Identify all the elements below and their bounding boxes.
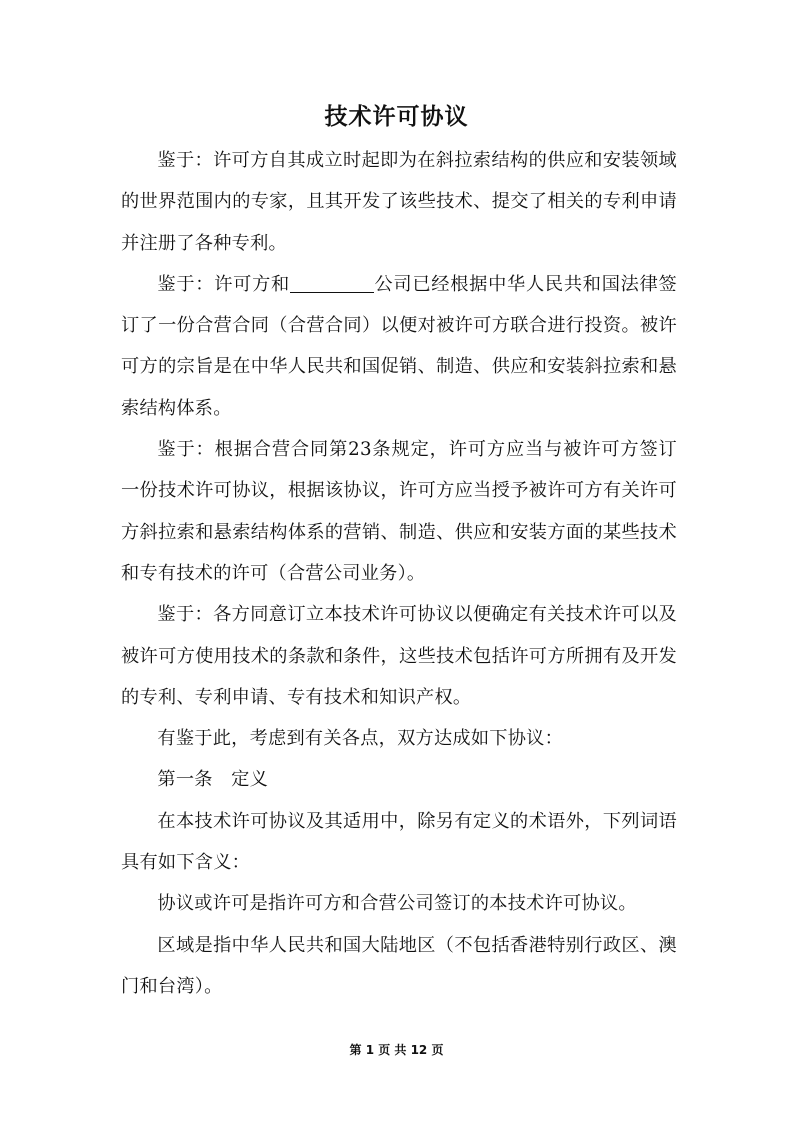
party-name-blank — [290, 274, 374, 293]
document-title: 技术许可协议 — [324, 103, 469, 130]
recital-2-rest: 公司已经根据中华人民共和国法律签订了一份合营合同（合营合同）以便对被许可方联合进行投资。被许可方的宗旨是在中华人民共和国促销、制造、供应和安装斜拉索和悬索结构体系。 — [121, 273, 677, 419]
paragraph-definition-territory: 区域是指中华人民共和国大陆地区（不包括香港特别行政区、澳门和台湾）。 — [121, 934, 677, 997]
paragraph-recital-2 — [121, 264, 677, 429]
paragraph-definition-agreement: 协议或许可是指许可方和合营公司签订的本技术许可协议。 — [157, 893, 637, 915]
paragraph-recital-1: 鉴于：许可方自其成立时起即为在斜拉索结构的供应和安装领域的世界范围内的专家，且其开发了该些技术、提交了相关的专利申请并注册了各种专利。 — [121, 150, 677, 254]
page-number-footer: 第 1 页 共 12 页 — [349, 1043, 444, 1057]
paragraph-recital-3: 鉴于：根据合营合同第23条规定，许可方应当与被许可方签订一份技术许可协议，根据该协议，许可方应当授予被许可方有关许可方斜拉索和悬索结构体系的营销、制造、供应和安装方面的某些技术和专有技术的许可（合营公司业务）。 — [121, 439, 677, 584]
paragraph-agreement-intro: 有鉴于此，考虑到有关各点，双方达成如下协议： — [157, 728, 564, 750]
article-heading: 第一条 定义 — [157, 769, 269, 791]
paragraph-recital-4: 鉴于：各方同意订立本技术许可协议以便确定有关技术许可以及被许可方使用技术的条款和条件，这些技术包括许可方所拥有及开发的专利、专利申请、专有技术和知识产权。 — [121, 604, 677, 708]
document-body — [121, 140, 677, 1007]
paragraph-definitions-intro: 在本技术许可协议及其适用中，除另有定义的术语外，下列词语具有如下含义： — [121, 810, 677, 874]
recital-2-lead: 鉴于：许可方和 — [157, 273, 290, 295]
